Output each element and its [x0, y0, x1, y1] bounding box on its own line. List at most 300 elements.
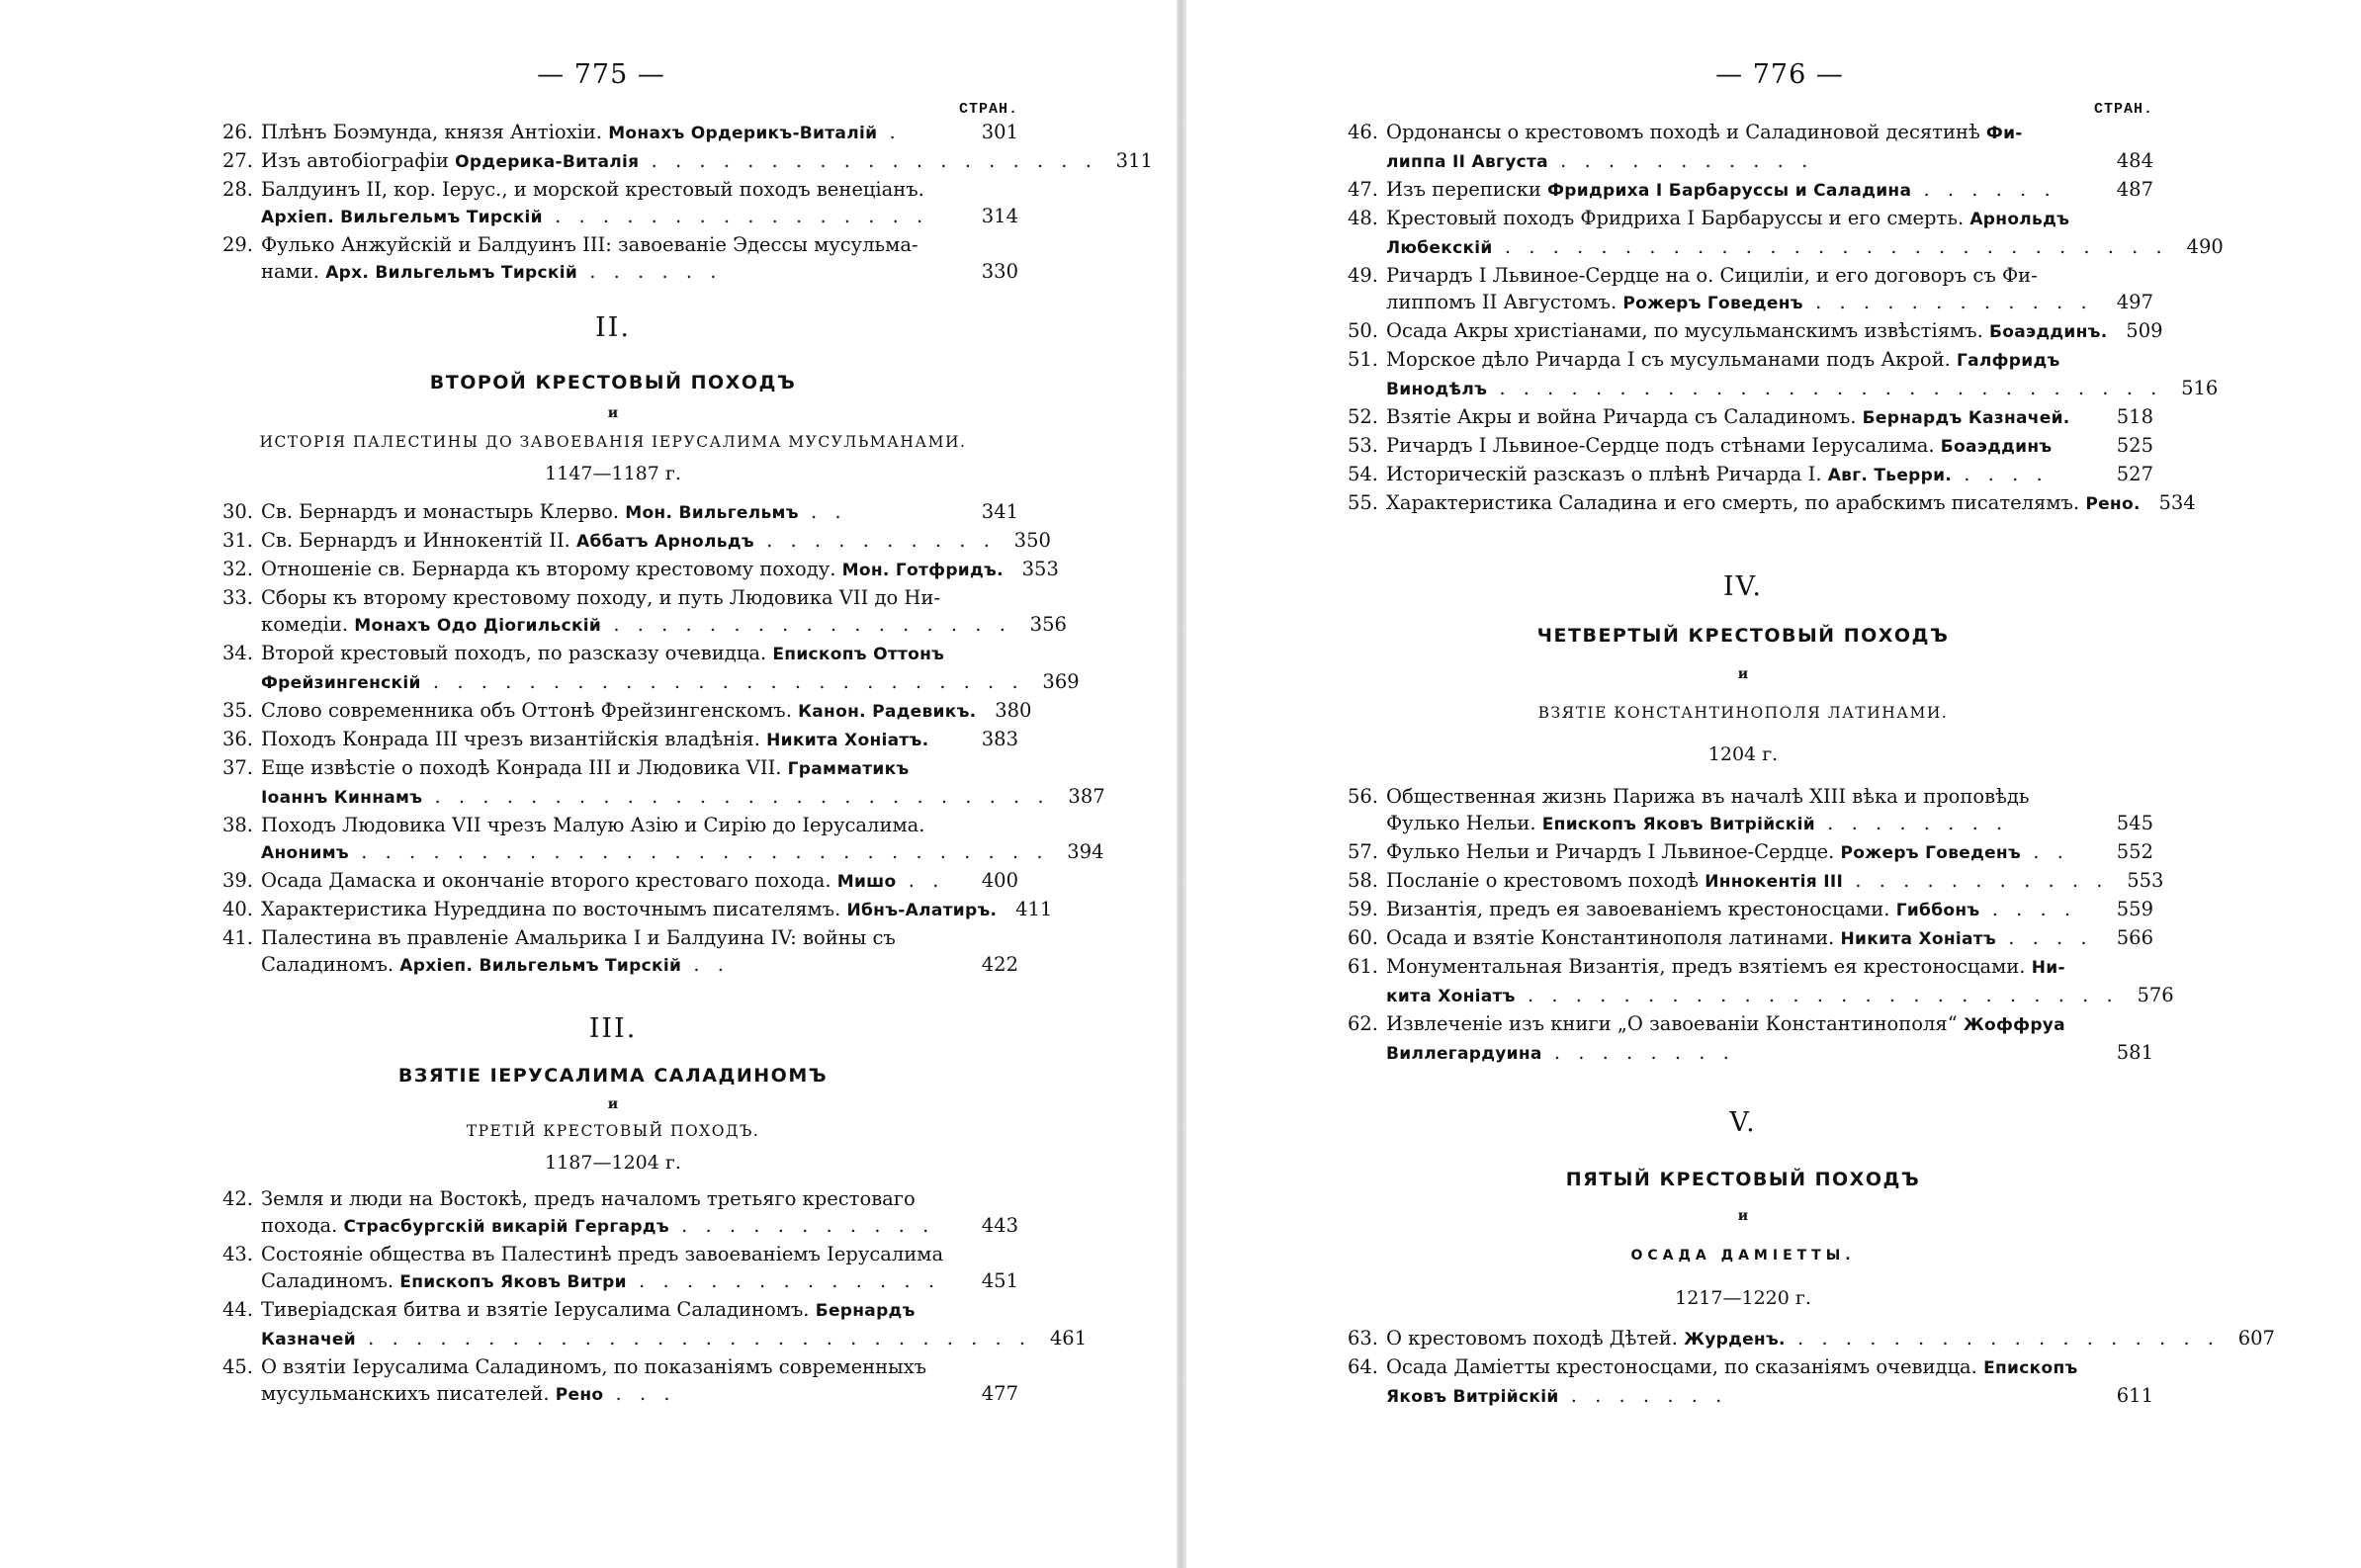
- entry-page: 380: [995, 699, 1032, 722]
- entry-author: Арнольдъ: [1969, 210, 2070, 229]
- section-years: 1187—1204 г.: [545, 1152, 681, 1174]
- toc-entry: [208, 231, 1018, 287]
- entry-number: 29.: [221, 233, 253, 256]
- entry-author: Епископъ: [1983, 1358, 2078, 1378]
- toc-entry: [1333, 1010, 2153, 1068]
- toc-line: [1333, 838, 2153, 867]
- entry-author: Монахъ Одо Діогильскій: [354, 616, 602, 636]
- entry-title: Осада Акры христіанами, по мусульманскимъ извѣстіямъ.: [1386, 319, 1989, 342]
- toc-entry: [208, 812, 1104, 867]
- entry-text: [1386, 1010, 2098, 1039]
- entry-author: Жоффруа: [1963, 1015, 2065, 1035]
- entry-text: [261, 668, 1024, 697]
- toc-entry: [208, 556, 1059, 584]
- entry-page: 350: [1013, 529, 1051, 552]
- entry-author: Авг. Тьерри.: [1827, 466, 1953, 485]
- toc-line: [1333, 1353, 2153, 1382]
- toc-entry: [1333, 403, 2153, 432]
- toc-line: [208, 176, 1018, 203]
- entry-author: Мон. Готфридъ.: [841, 561, 1004, 580]
- entry-page: 518: [2116, 405, 2153, 428]
- section-number: IV.: [1722, 571, 1764, 602]
- dot-leader: . . . . . . .: [1558, 1384, 1728, 1407]
- dot-leader: . . . . . . . . . . . .: [1802, 291, 2093, 313]
- entry-page: 553: [2127, 869, 2164, 892]
- entry-text: [261, 1241, 963, 1267]
- entry-text: [261, 924, 963, 951]
- entry-text: [261, 896, 997, 924]
- entry-page: 490: [2186, 235, 2224, 258]
- entry-title: Изъ автобіографіи: [261, 149, 456, 172]
- section-number: III.: [588, 1013, 638, 1044]
- toc-entry: [208, 867, 1018, 896]
- toc-entry: [1333, 1353, 2153, 1411]
- dot-leader: . . . . . .: [1911, 178, 2056, 201]
- toc-line: [1333, 1039, 2153, 1068]
- toc-line: [1333, 461, 2153, 489]
- section-number: V.: [1729, 1107, 1757, 1138]
- entry-author: Бернардъ Казначей.: [1862, 408, 2070, 428]
- entry-page: 581: [2116, 1041, 2153, 1064]
- section-conjunction: и: [1737, 1208, 1749, 1224]
- entry-number: 39.: [221, 869, 253, 892]
- entry-title: похода.: [261, 1214, 344, 1237]
- toc-column: [208, 101, 1153, 1409]
- toc-column: [1333, 101, 2275, 1411]
- entry-text: [1386, 289, 2098, 317]
- entry-title: Морское дѣло Ричарда I съ мусульманами подъ Акрой.: [1386, 348, 1957, 371]
- entry-author: Архіеп. Вильгельмъ Тирскій: [261, 208, 543, 227]
- entry-page: 356: [1029, 613, 1067, 636]
- toc-line: [1333, 346, 2153, 375]
- toc-line: [208, 867, 1018, 896]
- entry-page: 487: [2116, 178, 2153, 201]
- entry-author: Страсбургскій викарій Гергардъ: [343, 1217, 669, 1237]
- entry-author: Любекскій: [1386, 238, 1493, 258]
- entry-title: Извлеченіе изъ книги „О завоеваніи Константинополя“: [1386, 1012, 1964, 1035]
- entry-text: [261, 838, 1049, 867]
- toc-entry: [1333, 205, 2224, 262]
- toc-line: [208, 1212, 1018, 1241]
- dot-leader: . . . . . . . . . . .: [668, 1214, 935, 1237]
- entry-text: [1386, 867, 2108, 896]
- entry-author: Архіеп. Вильгельмъ Тирскій: [399, 956, 682, 976]
- entry-title: Общественная жизнь Парижа въ началѣ XIII вѣка и проповѣдь: [1386, 785, 2030, 808]
- toc-entry: [208, 924, 1018, 980]
- entry-title: Походъ Конрада III чрезъ византійскія владѣнія.: [261, 728, 767, 750]
- toc-line: [1333, 119, 2153, 147]
- entry-text: [1386, 147, 2098, 176]
- toc-entry: [208, 147, 1153, 176]
- entry-author: Бернардъ: [815, 1301, 916, 1321]
- toc-line: [208, 203, 1018, 231]
- entry-author: Боаэддинъ.: [1988, 322, 2108, 342]
- entry-text: [1386, 810, 2098, 838]
- toc-line: [208, 1267, 1018, 1296]
- entry-author: Иннокентія III: [1705, 872, 1844, 892]
- entry-page: 545: [2116, 812, 2153, 834]
- entry-author: Казначей: [261, 1330, 356, 1350]
- entry-page: 525: [2116, 434, 2153, 457]
- entry-number: 34.: [221, 642, 253, 664]
- toc-entry: [1333, 176, 2153, 205]
- entry-number: 52.: [1347, 405, 1378, 428]
- dot-leader: . . . . . . . .: [1541, 1041, 1735, 1064]
- entry-text: [1386, 375, 2162, 403]
- dot-leader: . . . . . . . .: [1814, 812, 2009, 834]
- entry-page: 369: [1042, 670, 1080, 693]
- entry-text: [1386, 1353, 2098, 1382]
- dot-leader: . . . . . . . . . . . . . . . . . . . . . . . . . . . .: [355, 1327, 1032, 1350]
- entry-text: [261, 498, 963, 527]
- entry-text: [261, 812, 963, 838]
- toc-line: [1333, 147, 2153, 176]
- entry-title: Ричардъ I Львиное-Сердце на о. Сициліи, и его договоръ съ Фи-: [1386, 264, 2038, 287]
- toc-entry: [208, 1353, 1018, 1409]
- toc-line: [208, 896, 1053, 924]
- toc-line: [208, 951, 1018, 980]
- entry-title: Ордонансы о крестовомъ походѣ и Саладиновой десятинѣ: [1386, 121, 1986, 143]
- entry-page: 330: [981, 260, 1018, 283]
- toc-line: [208, 498, 1018, 527]
- entry-title: Сборы къ второму крестовому походу, и путь Людовика VII до Ни-: [261, 586, 941, 609]
- entry-title: Ричардъ I Львиное-Сердце подъ стѣнами Іерусалима.: [1386, 434, 1941, 457]
- toc-line: [208, 1296, 1018, 1325]
- toc-entry: [1333, 838, 2153, 867]
- entry-page: 383: [981, 728, 1018, 750]
- entry-text: [261, 527, 996, 556]
- dot-leader: . . . . . . . . . . . . . . . . .: [601, 613, 1011, 636]
- entry-number: 50.: [1347, 319, 1378, 342]
- page-number: — 776 —: [1715, 59, 1844, 90]
- entry-page: 314: [981, 205, 1018, 227]
- entry-text: [261, 119, 963, 147]
- entry-title: Св. Бернардъ и монастырь Клерво.: [261, 500, 626, 523]
- toc-line: [1333, 783, 2153, 810]
- entry-text: [261, 1296, 963, 1325]
- page-column-label: СТРАН.: [2093, 101, 2153, 118]
- entry-title: Земля и люди на Востокѣ, предъ началомъ третьяго крестоваго: [261, 1187, 916, 1210]
- entry-number: 48.: [1347, 207, 1378, 229]
- entry-title: Фулько Анжуйскій и Балдуинъ III: завоеваніе Эдессы мусульма-: [261, 233, 918, 256]
- entry-title: Балдуинъ II, кор. Іерус., и морской крестовый походъ венеціанъ.: [261, 178, 924, 201]
- toc-entry: [1333, 262, 2153, 317]
- dot-leader: . . . .: [1979, 898, 2077, 920]
- entry-text: [261, 1212, 963, 1241]
- toc-line: [1333, 176, 2153, 205]
- entry-text: [261, 611, 1011, 640]
- toc-line: [208, 1353, 1018, 1380]
- entry-text: [1386, 119, 2098, 147]
- entry-number: 59.: [1347, 898, 1378, 920]
- section-conjunction: и: [1737, 666, 1749, 682]
- toc-line: [208, 147, 1153, 176]
- dot-leader: . . . . . . . . . . . . . . . . . . . . . . . . .: [1515, 984, 2119, 1006]
- entry-page: 387: [1068, 785, 1105, 808]
- entry-author: Епископъ Оттонъ: [772, 645, 945, 664]
- toc-line: [208, 258, 1018, 287]
- toc-line: [208, 231, 1018, 258]
- entry-text: [261, 951, 963, 980]
- toc-entry: [1333, 346, 2219, 403]
- entry-text: [261, 203, 963, 231]
- toc-line: [208, 556, 1059, 584]
- entry-text: [1386, 317, 2108, 346]
- entry-title: Состояніе общества въ Палестинѣ предъ завоеваніемъ Іерусалима: [261, 1243, 944, 1265]
- entry-number: 53.: [1347, 434, 1378, 457]
- toc-line: [208, 640, 1018, 668]
- toc-entry: [208, 527, 1051, 556]
- entry-title: Осада Дамаска и окончаніе второго крестоваго похода.: [261, 869, 837, 892]
- entry-page: 509: [2126, 319, 2163, 342]
- section-title: ПЯТЫЙ КРЕСТОВЫЙ ПОХОДЪ: [1565, 1169, 1921, 1190]
- entry-text: [1386, 432, 2098, 461]
- toc-entry: [1333, 317, 2163, 346]
- entry-number: 28.: [221, 178, 253, 201]
- entry-page: 443: [981, 1214, 1018, 1237]
- entry-text: [1386, 896, 2098, 924]
- entry-number: 38.: [221, 814, 253, 836]
- toc-entry: [1333, 1325, 2275, 1353]
- entry-page: 484: [2116, 149, 2153, 172]
- entry-title: липпомъ II Августомъ.: [1386, 291, 1623, 313]
- entry-title: Походъ Людовика VII чрезъ Малую Азію и Сирію до Іерусалима.: [261, 814, 925, 836]
- toc-line: [1333, 810, 2153, 838]
- toc-line: [208, 783, 1105, 812]
- entry-page: 400: [981, 869, 1018, 892]
- entry-author: Монахъ Ордерикъ-Виталій: [608, 124, 878, 143]
- entry-number: 37.: [221, 756, 253, 779]
- entry-text: [1386, 1382, 2098, 1411]
- toc-line: [208, 754, 1018, 783]
- entry-number: 46.: [1347, 121, 1378, 143]
- entry-author: Рено.: [2085, 494, 2141, 514]
- book-gutter: [1177, 0, 1186, 1568]
- entry-text: [1386, 176, 2098, 205]
- entry-page: 497: [2116, 291, 2153, 313]
- entry-author: Мишо: [836, 872, 897, 892]
- toc-group: [208, 119, 1153, 287]
- entry-text: [1386, 1325, 2220, 1353]
- entry-title: Слово современника объ Оттонѣ Фрейзингенскомъ.: [261, 699, 799, 722]
- entry-title: Саладиномъ.: [261, 1269, 400, 1292]
- toc-entry: [208, 584, 1067, 640]
- toc-line: [208, 1185, 1018, 1212]
- section-subtitle: ИСТОРІЯ ПАЛЕСТИНЫ ДО ЗАВОЕВАНІЯ ІЕРУСАЛИМА МУСУЛЬМАНАМИ.: [259, 433, 967, 451]
- entry-page: 353: [1021, 558, 1059, 580]
- dot-leader: . .: [798, 500, 847, 523]
- dot-leader: . . . .: [1996, 926, 2093, 949]
- toc-entry: [208, 498, 1018, 527]
- toc-group: [1333, 1325, 2275, 1411]
- entry-text: [261, 556, 1004, 584]
- entry-text: [261, 1185, 963, 1212]
- toc-entry: [1333, 119, 2153, 176]
- toc-entry: [1333, 867, 2164, 896]
- toc-entry: [1333, 783, 2153, 838]
- toc-line: [1333, 262, 2153, 289]
- entry-number: 40.: [221, 898, 253, 920]
- dot-leader: . .: [896, 869, 945, 892]
- section-subtitle: ТРЕТІЙ КРЕСТОВЫЙ ПОХОДЪ.: [466, 1122, 760, 1140]
- toc-entry: [208, 1241, 1018, 1296]
- entry-text: [261, 754, 963, 783]
- entry-text: [261, 1267, 963, 1296]
- entry-title: Характеристика Нуреддина по восточнымъ писателямъ.: [261, 898, 847, 920]
- entry-author: Фрейзингенскій: [261, 673, 421, 693]
- entry-title: комедіи.: [261, 613, 355, 636]
- toc-entry: [1333, 953, 2174, 1010]
- entry-number: 49.: [1347, 264, 1378, 287]
- entry-text: [261, 1353, 963, 1380]
- toc-entry: [208, 640, 1080, 697]
- entry-number: 47.: [1347, 178, 1378, 201]
- entry-author: Рожеръ Говеденъ: [1840, 843, 2022, 863]
- toc-group: [1333, 119, 2224, 518]
- entry-text: [261, 640, 963, 668]
- entry-title: Посланіе о крестовомъ походѣ: [1386, 869, 1705, 892]
- dot-leader: . . . . . . . . . . . . . . . . . . . . . . . . . . . .: [1487, 377, 2163, 399]
- toc-entry: [208, 726, 1018, 754]
- entry-page: 461: [1049, 1327, 1088, 1350]
- toc-line: [208, 924, 1018, 951]
- entry-title: Св. Бернардъ и Иннокентій II.: [261, 529, 577, 552]
- entry-page: 552: [2116, 840, 2153, 863]
- toc-line: [1333, 233, 2224, 262]
- entry-author: Аббатъ Арнольдъ: [576, 532, 754, 552]
- entry-author: Ордерика-Виталія: [455, 152, 640, 172]
- entry-title: Плѣнъ Боэмунда, князя Антіохіи.: [261, 121, 609, 143]
- entry-page: 559: [2116, 898, 2153, 920]
- entry-page: 477: [981, 1382, 1018, 1405]
- entry-author: Винодѣлъ: [1386, 380, 1488, 399]
- entry-title: Тиверіадская битва и взятіе Іерусалима Саладиномъ.: [261, 1298, 816, 1321]
- toc-line: [208, 838, 1104, 867]
- entry-page: 576: [2137, 984, 2174, 1006]
- entry-author: Анонимъ: [261, 843, 350, 863]
- dot-leader: . . .: [603, 1382, 676, 1405]
- toc-entry: [208, 896, 1053, 924]
- entry-page: 534: [2158, 491, 2196, 514]
- entry-text: [1386, 346, 2098, 375]
- entry-page: 301: [981, 121, 1018, 143]
- entry-text: [1386, 1039, 2098, 1068]
- dot-leader: . . . . . . . . . . . . . . . . . .: [1785, 1327, 2220, 1350]
- toc-group: [1333, 783, 2174, 1068]
- entry-text: [261, 258, 963, 287]
- page-column-label: СТРАН.: [958, 101, 1018, 118]
- entry-page: 566: [2116, 926, 2153, 949]
- left-page: [0, 0, 1177, 1568]
- toc-line: [1333, 375, 2219, 403]
- entry-page: 611: [2116, 1384, 2153, 1407]
- entry-author: Боаэддинъ: [1940, 437, 2053, 457]
- section-conjunction: и: [607, 405, 619, 421]
- entry-number: 41.: [221, 926, 253, 949]
- entry-page: 422: [981, 953, 1018, 976]
- entry-title: Саладиномъ.: [261, 953, 400, 976]
- entry-number: 60.: [1347, 926, 1378, 949]
- entry-number: 26.: [221, 121, 253, 143]
- entry-number: 55.: [1347, 491, 1378, 514]
- entry-author: Іоаннъ Киннамъ: [261, 788, 423, 808]
- entry-author: Ни-: [2031, 958, 2065, 978]
- entry-author: липпа II Августа: [1386, 152, 1548, 172]
- dot-leader: . . . .: [1952, 463, 2049, 485]
- toc-line: [208, 611, 1067, 640]
- entry-text: [1386, 982, 2119, 1010]
- dot-leader: . .: [2021, 840, 2069, 863]
- entry-page: 311: [1115, 149, 1153, 172]
- entry-author: Рожеръ Говеденъ: [1622, 294, 1803, 313]
- entry-author: Ибнъ-Алатиръ.: [846, 901, 998, 920]
- entry-title: Фулько Нельи.: [1386, 812, 1542, 834]
- entry-author: Епископъ Яковъ Витрійскій: [1541, 815, 1815, 834]
- toc-entry: [208, 176, 1018, 231]
- entry-page: 607: [2237, 1327, 2275, 1350]
- toc-entry: [1333, 489, 2196, 518]
- entry-author: Мон. Вильгельмъ: [625, 503, 799, 523]
- toc-entry: [1333, 432, 2153, 461]
- entry-author: Виллегардуина: [1386, 1044, 1542, 1064]
- entry-title: Фулько Нельи и Ричардъ I Львиное-Сердце.: [1386, 840, 1841, 863]
- entry-text: [261, 584, 963, 611]
- toc-line: [208, 668, 1080, 697]
- toc-line: [1333, 953, 2153, 982]
- entry-text: [261, 867, 963, 896]
- toc-line: [208, 1380, 1018, 1409]
- entry-title: Второй крестовый походъ, по разсказу очевидца.: [261, 642, 773, 664]
- entry-text: [1386, 233, 2168, 262]
- entry-author: Рено: [555, 1385, 604, 1405]
- entry-number: 36.: [221, 728, 253, 750]
- entry-title: Крестовый походъ Фридриха I Барбаруссы и его смерть.: [1386, 207, 1970, 229]
- entry-title: Отношеніе св. Бернарда къ второму крестовому походу.: [261, 558, 842, 580]
- entry-text: [261, 147, 1097, 176]
- section-title: ВТОРОЙ КРЕСТОВЫЙ ПОХОДЪ: [429, 372, 797, 393]
- dot-leader: . . . . . . . . . . .: [1843, 869, 2109, 892]
- entry-number: 45.: [221, 1355, 253, 1378]
- entry-title: Характеристика Саладина и его смерть, по арабскимъ писателямъ.: [1386, 491, 2086, 514]
- dot-leader: . . . . . . . . . . . . . . . . . . . . . . . . .: [420, 670, 1024, 693]
- entry-title: О взятіи Іерусалима Саладиномъ, по показаніямъ современныхъ: [261, 1355, 927, 1378]
- entry-page: 394: [1067, 840, 1104, 863]
- toc-line: [1333, 867, 2164, 896]
- dot-leader: . . . . . . . . . . . . . . . . . . . . . . . . . . . . .: [349, 840, 1049, 863]
- entry-title: Византія, предъ ея завоеваніемъ крестоносцами.: [1386, 898, 1896, 920]
- entry-number: 57.: [1347, 840, 1378, 863]
- entry-title: Историческій разсказъ о плѣнѣ Ричарда I.: [1386, 463, 1828, 485]
- entry-text: [1386, 838, 2098, 867]
- toc-line: [208, 1325, 1088, 1353]
- toc-group: [208, 1185, 1088, 1409]
- entry-author: Епископъ Яковъ Витри: [399, 1272, 627, 1292]
- entry-number: 62.: [1347, 1012, 1378, 1035]
- dot-leader: . . . . . . . . . . . . . . . . . . . . . . . . . . . .: [1492, 235, 2168, 258]
- entry-text: [1386, 461, 2098, 489]
- dot-leader: . . . . . . . . . .: [753, 529, 996, 552]
- entry-number: 33.: [221, 586, 253, 609]
- entry-title: нами.: [261, 260, 326, 283]
- dot-leader: . . . . . . . . . . .: [1547, 149, 1814, 172]
- entry-text: [261, 783, 1050, 812]
- dot-leader: . . . . . . . . . . . . . . . . . . .: [639, 149, 1097, 172]
- section-title: ВЗЯТІЕ ІЕРУСАЛИМА САЛАДИНОМЪ: [397, 1065, 829, 1087]
- dot-leader: . . . . . .: [577, 260, 723, 283]
- entry-title: Изъ переписки: [1386, 178, 1548, 201]
- entry-number: 32.: [221, 558, 253, 580]
- toc-entry: [1333, 896, 2153, 924]
